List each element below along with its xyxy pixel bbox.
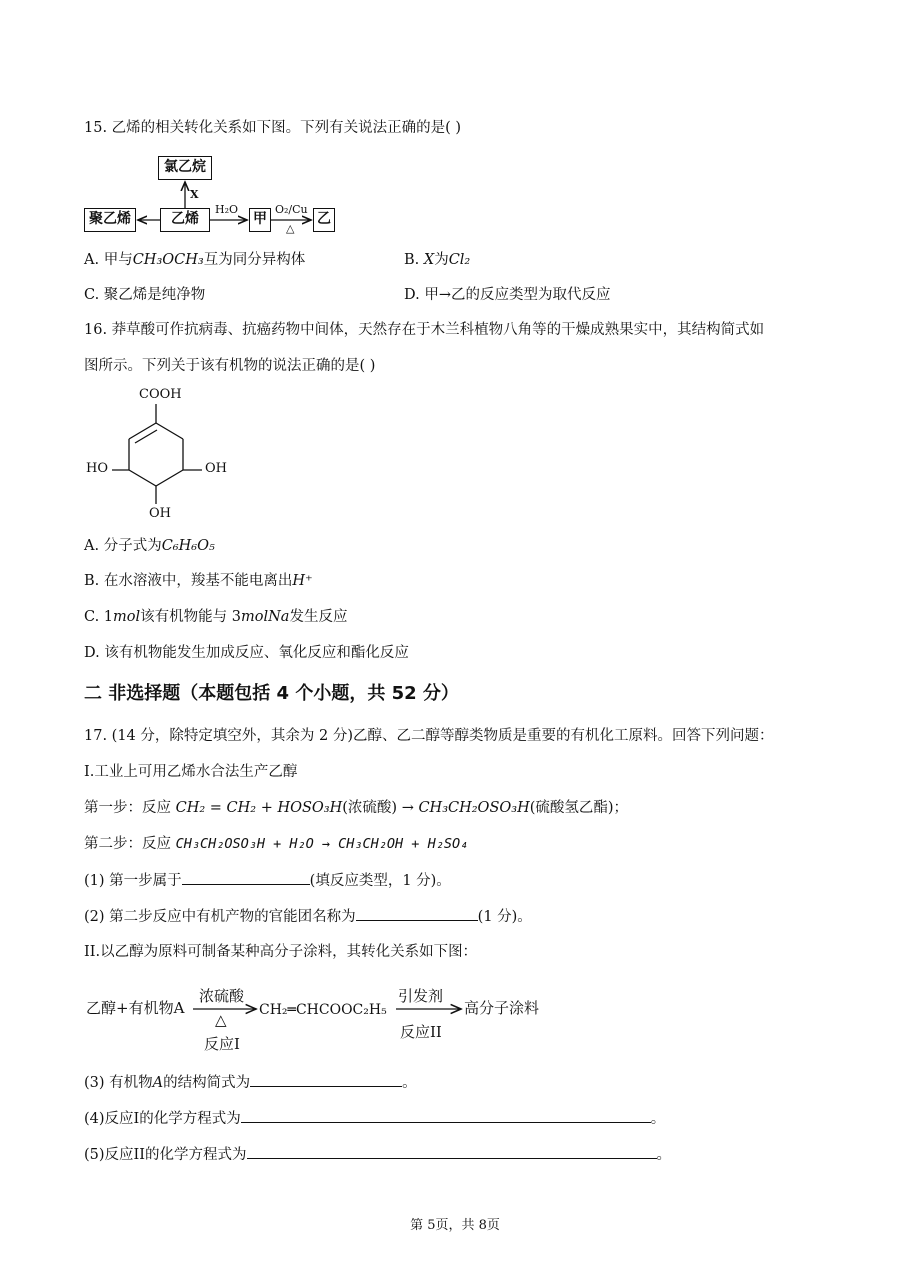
q16-a-text: A. 分子式为: [84, 538, 162, 554]
q15-option-c: C. 聚乙烯是纯净物: [84, 287, 206, 303]
ethylene-box: 乙烯: [160, 208, 210, 232]
scheme-reactants: 乙醇+有机物A: [86, 999, 185, 1017]
q16-c-molna: molNa: [241, 609, 290, 625]
q3-a: A: [152, 1075, 164, 1091]
q4-prefix: (4)反应I的化学方程式为: [84, 1111, 241, 1127]
q16-c-mol: mol: [113, 609, 141, 625]
o2cu-label: O₂/Cu: [275, 203, 308, 216]
q1-prefix: (1) 第一步属于: [84, 873, 182, 889]
oh-bottom-label: OH: [149, 506, 171, 521]
polyethylene-box: 聚乙烯: [84, 208, 136, 232]
step1-prefix: 第一步：反应: [84, 800, 176, 816]
q16-c-post: 发生反应: [289, 609, 348, 625]
q3-mid: 的结构简式为: [163, 1075, 251, 1091]
chloroethane-box: 氯乙烷: [158, 156, 212, 180]
q15-a-formula: CH₃OCH₃: [132, 252, 204, 268]
q3-answer-blank[interactable]: [250, 1072, 402, 1087]
q3-post: 。: [402, 1075, 417, 1091]
q16-c-mid: 该有机物能与 3: [140, 609, 241, 625]
scheme-delta: △: [215, 1011, 227, 1029]
q16-stem-line2: 图所示。下列关于该有机物的说法正确的是( ): [84, 358, 376, 374]
q2-prefix: (2) 第二步反应中有机产物的官能团名称为: [84, 909, 356, 925]
q5-post: 。: [656, 1147, 671, 1163]
step1-acid: (浓硫酸) →: [342, 800, 419, 816]
q16-b-text: B. 在水溶液中，羧基不能电离出: [84, 573, 293, 589]
section2-heading: 二 非选择题（本题包括 4 个小题，共 52 分）: [84, 683, 459, 704]
step1-post: (硫酸氢乙酯)；: [529, 800, 629, 816]
oh-right-label: OH: [205, 461, 227, 476]
step2-prefix: 第二步：反应: [84, 836, 176, 852]
step2-equation: CH₃CH₂OSO₃H + H₂O → CH₃CH₂OH + H₂SO₄: [175, 836, 469, 852]
step1-product: CH₃CH₂OSO₃H: [418, 800, 530, 816]
scheme-final: 高分子涂料: [464, 999, 540, 1017]
scheme-above1: 浓硫酸: [199, 987, 245, 1005]
x-label: X: [190, 188, 199, 201]
q17-part2: II.以乙醇为原料可制备某种高分子涂料，其转化关系如下图：: [84, 944, 478, 960]
q16-option-d: D. 该有机物能发生加成反应、氧化反应和酯化反应: [84, 645, 409, 661]
q2-post: (1 分)。: [477, 909, 532, 925]
q16-a-formula: C₆H₆O₅: [161, 538, 215, 554]
q17-q5: [84, 1144, 671, 1165]
q15-b-mid: 为: [434, 252, 449, 268]
scheme-product: CH₂═CHCOOC₂H₅: [259, 1002, 387, 1018]
q15-a-text: A. 甲与: [84, 252, 133, 268]
q17-part1: I.工业上可用乙烯水合法生产乙醇: [84, 764, 298, 780]
yi-box: 乙: [313, 208, 335, 232]
q5-answer-blank[interactable]: [247, 1144, 657, 1159]
q15-b-prefix: B.: [404, 252, 424, 268]
q4-post: 。: [650, 1111, 666, 1127]
scheme-below1: 反应I: [204, 1035, 240, 1053]
h2o-label: H₂O: [215, 203, 239, 216]
scheme-below2: 反应II: [400, 1023, 442, 1041]
page-footer: 第 5页，共 8页: [410, 1218, 500, 1233]
cooh-label: COOH: [139, 387, 182, 402]
q15-b-formula: Cl₂: [448, 252, 471, 268]
scheme-above2: 引发剂: [398, 987, 444, 1005]
q17-stem: 17. (14 分，除特定填空外，其余为 2 分)乙醇、乙二醇等醇类物质是重要的有机化工原料。回答下列问题：: [84, 728, 774, 744]
ho-left-label: HO: [86, 461, 108, 476]
q15-option-d: D. 甲→乙的反应类型为取代反应: [404, 287, 611, 303]
q17-q4: [84, 1108, 665, 1129]
q15-a-rest: 互为同分异构体: [203, 252, 306, 268]
q16-stem-line1: 16. 莽草酸可作抗病毒、抗癌药物中间体，天然存在于木兰科植物八角等的干燥成熟果实中，其结构简式如: [84, 322, 765, 338]
q1-post: (填反应类型，1 分)。: [309, 873, 451, 889]
q16-c-prefix: C. 1: [84, 609, 114, 625]
q4-answer-blank[interactable]: [241, 1108, 651, 1123]
step1-equation: CH₂ = CH₂ + HOSO₃H: [175, 800, 343, 816]
q5-prefix: (5)反应II的化学方程式为: [84, 1147, 247, 1163]
delta-label: △: [286, 222, 295, 235]
q3-prefix: (3) 有机物: [84, 1075, 153, 1091]
q16-b-formula: H⁺: [292, 573, 313, 589]
q17-q3: [84, 1072, 417, 1093]
jia-box: 甲: [249, 208, 271, 232]
q15-b-x: X: [423, 252, 435, 268]
q15-stem: 15. 乙烯的相关转化关系如下图。下列有关说法正确的是( ): [84, 120, 462, 136]
